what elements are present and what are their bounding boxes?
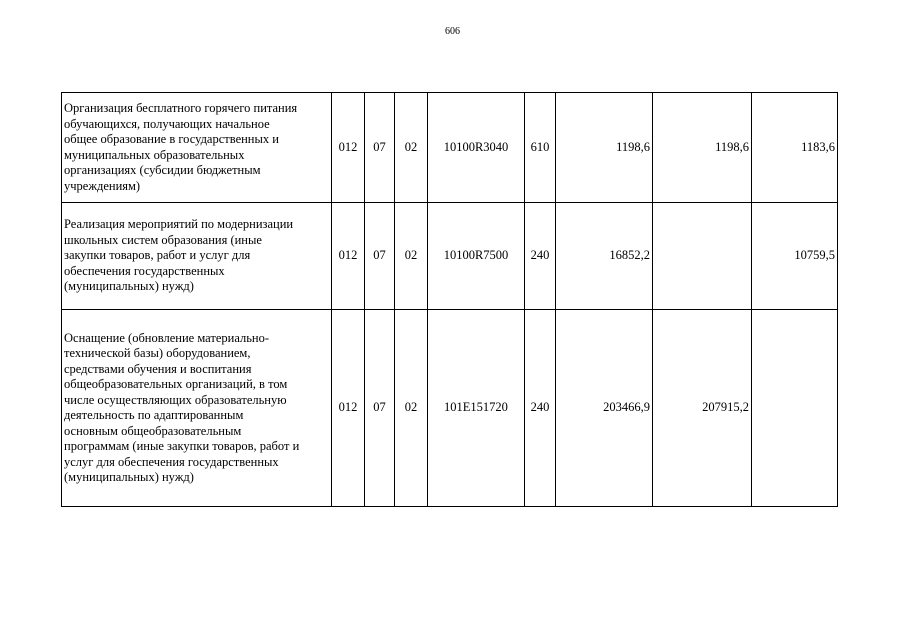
subsection-code-cell: 02 <box>395 93 428 203</box>
expense-name-cell <box>62 203 332 310</box>
amount-3-cell <box>752 310 838 507</box>
expense-name-line: числе осуществляющих образовательную <box>64 392 287 407</box>
expense-name-line: закупки товаров, работ и услуг для <box>64 248 251 263</box>
ministry-code-cell: 012 <box>332 310 365 507</box>
expense-name-line: школьных систем образования (иные <box>64 232 262 247</box>
table-row <box>62 203 838 310</box>
expense-name-line: Реализация мероприятий по модернизации <box>64 217 294 232</box>
target-code-cell: 10100R7500 <box>428 203 525 310</box>
expense-name-line: обеспечения государственных <box>64 263 225 278</box>
subsection-code-cell: 02 <box>395 310 428 507</box>
budget-table <box>61 92 838 507</box>
section-code-cell: 07 <box>365 310 395 507</box>
expense-name-cell <box>62 93 332 203</box>
expense-name-line: услуг для обеспечения государственных <box>64 454 279 469</box>
section-code-cell: 07 <box>365 203 395 310</box>
expense-name-line: (муниципальных) нужд) <box>64 470 194 484</box>
expense-name-line: муниципальных образовательных <box>64 147 245 162</box>
amount-3-cell: 1183,6 <box>752 93 838 203</box>
expense-name-line: основным общеобразовательным <box>64 423 242 438</box>
expense-name-line: средствами обучения и воспитания <box>64 361 252 376</box>
expense-name-line: общее образование в государственных и <box>64 132 279 146</box>
table-row <box>62 93 838 203</box>
expense-type-cell: 610 <box>525 93 556 203</box>
target-code-cell: 10100R3040 <box>428 93 525 203</box>
amount-3-cell: 10759,5 <box>752 203 838 310</box>
amount-2-cell: 1198,6 <box>653 93 752 203</box>
subsection-code-cell: 02 <box>395 203 428 310</box>
expense-name-line: общеобразовательных организаций, в том <box>64 377 288 391</box>
ministry-code-cell: 012 <box>332 203 365 310</box>
expense-name-line: технической базы) оборудованием, <box>64 346 251 360</box>
expense-type-cell: 240 <box>525 310 556 507</box>
section-code-cell: 07 <box>365 93 395 203</box>
amount-1-cell: 203466,9 <box>556 310 653 507</box>
expense-name-line: обучающихся, получающих начальное <box>64 116 270 131</box>
expense-name-line: Оснащение (обновление материально- <box>64 330 270 345</box>
expense-name-line: организациях (субсидии бюджетным <box>64 163 261 177</box>
target-code-cell: 101E151720 <box>428 310 525 507</box>
expense-type-cell: 240 <box>525 203 556 310</box>
page-number: 606 <box>445 26 460 37</box>
amount-1-cell: 1198,6 <box>556 93 653 203</box>
expense-name-line: программам (иные закупки товаров, работ и <box>64 439 300 453</box>
table-row <box>62 310 838 507</box>
amount-2-cell <box>653 203 752 310</box>
amount-2-cell: 207915,2 <box>653 310 752 507</box>
expense-name-line: (муниципальных) нужд) <box>64 279 194 294</box>
expense-name-line: учреждениям) <box>64 178 141 193</box>
expense-name-cell <box>62 310 332 507</box>
amount-1-cell: 16852,2 <box>556 203 653 310</box>
ministry-code-cell: 012 <box>332 93 365 203</box>
expense-name-line: Организация бесплатного горячего питания <box>64 101 298 115</box>
expense-name-line: деятельность по адаптированным <box>64 408 244 422</box>
